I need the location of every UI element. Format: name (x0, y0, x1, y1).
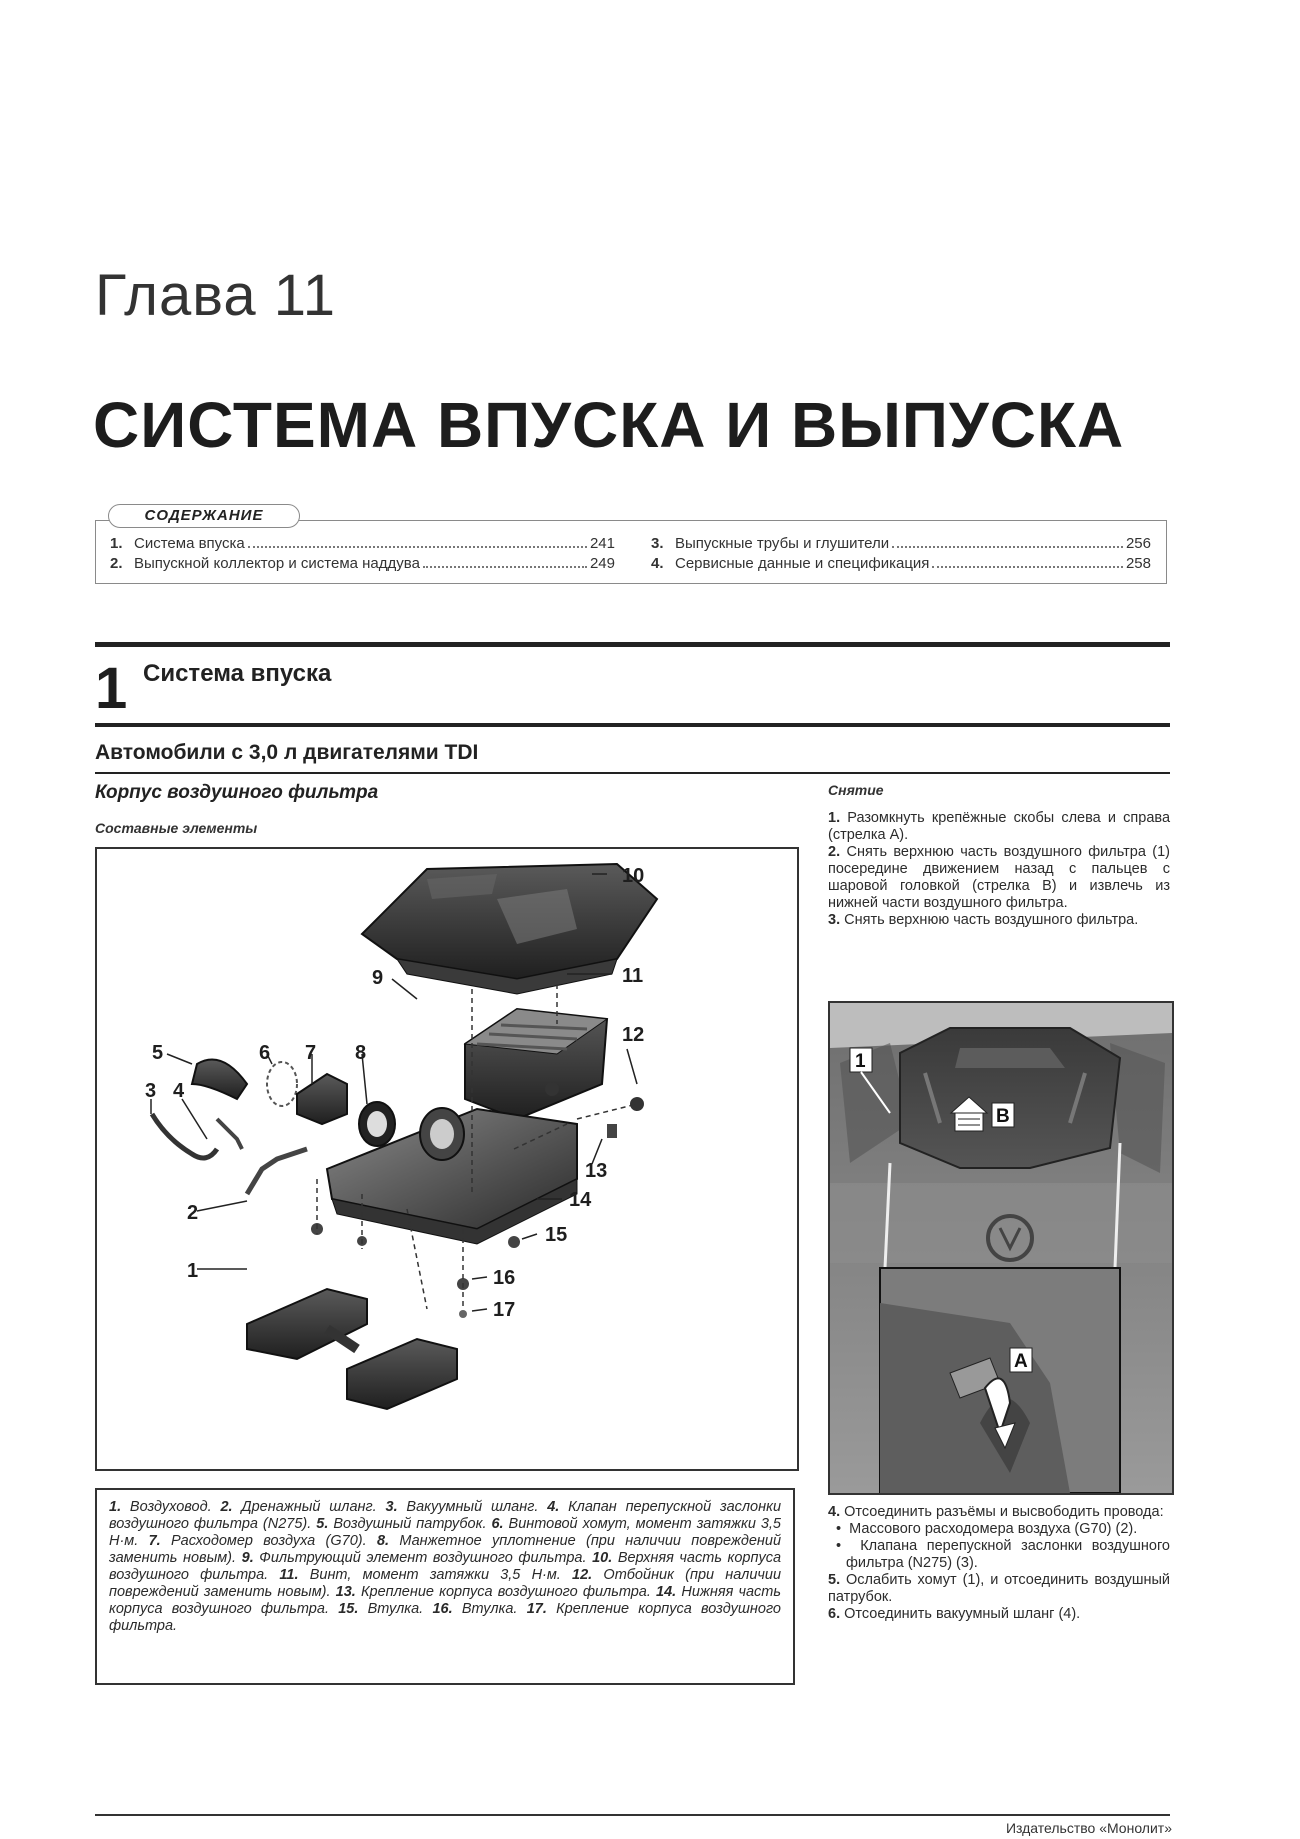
photo-label-b: B (996, 1106, 1010, 1127)
callout-15: 15 (545, 1224, 568, 1246)
engine-bay-illustration (830, 1003, 1172, 1493)
toc-leader-dots (892, 546, 1123, 548)
callout-6: 6 (259, 1042, 271, 1064)
photo-label-a: A (1014, 1351, 1028, 1372)
toc-item[interactable] (651, 555, 1151, 575)
callout-7: 7 (305, 1042, 317, 1064)
caption-item: 5. Воздушный патрубок. (316, 1516, 487, 1532)
air-duct-shape (247, 1289, 457, 1409)
removal-step: 6. Отсоединить вакуумный шланг (4). (828, 1606, 1081, 1622)
components-heading: Составные элементы (95, 820, 258, 836)
table-of-contents (95, 520, 1167, 584)
caption-item: 4. Клапан перепускной заслонки воздушного фильтра (N275). (109, 1499, 782, 1532)
callout-12: 12 (622, 1024, 645, 1046)
callout-14: 14 (569, 1189, 592, 1211)
publisher-footer: Издательство «Монолит» (1005, 1820, 1172, 1836)
callout-2: 2 (187, 1202, 199, 1224)
callout-8: 8 (355, 1042, 367, 1064)
toc-item-text: Система впуска (134, 535, 245, 552)
exploded-view-figure (95, 847, 799, 1471)
toc-item[interactable] (651, 535, 1151, 555)
toc-leader-dots (248, 546, 587, 548)
section-rule-top (95, 642, 1170, 647)
removal-heading: Снятие (828, 782, 884, 798)
callout-9: 9 (372, 967, 384, 989)
caption-item: 10. Верхняя часть корпуса воздушного фильтра. (109, 1550, 782, 1583)
subsection-rule (95, 772, 1170, 774)
caption-item: 1. Воздуховод. (109, 1499, 212, 1515)
caption-item: 12. Отбойник (при наличии повреждений заменить новым). (109, 1567, 782, 1600)
callout-13: 13 (585, 1160, 608, 1182)
engine-bay-photo (828, 1001, 1174, 1495)
callout-11: 11 (622, 965, 644, 987)
caption-item: 7. Расходомер воздуха (G70). (148, 1533, 367, 1549)
section-number: 1 (95, 656, 128, 721)
toc-item[interactable] (110, 535, 615, 555)
removal-steps-bottom (828, 1504, 1170, 1623)
toc-item-number: 4. (651, 555, 664, 572)
toc-item-number: 3. (651, 535, 664, 552)
caption-item: 15. Втулка. (338, 1601, 424, 1617)
footer-rule (95, 1814, 1170, 1816)
toc-item[interactable] (110, 555, 615, 575)
callout-5: 5 (152, 1042, 164, 1064)
removal-step: 4. Отсоединить разъёмы и высвободить провода: (828, 1504, 1164, 1520)
toc-item-text: Выпускные трубы и глушители (675, 535, 890, 552)
callout-4: 4 (173, 1080, 185, 1102)
caption-item: 3. Вакуумный шланг. (385, 1499, 539, 1515)
toc-item-page: 256 (1125, 535, 1151, 552)
toc-item-number: 1. (110, 535, 123, 552)
removal-bullet: • Клапана перепускной заслонки воздушного фильтра (N275) (3). (836, 1538, 1170, 1571)
caption-item: 11. Винт, момент затяжки 3,5 Н·м. (279, 1567, 561, 1583)
caption-item: 17. Крепление корпуса воздушного фильтра. (109, 1601, 781, 1634)
toc-item-page: 241 (589, 535, 615, 552)
caption-item: 13. Крепление корпуса воздушного фильтра. (335, 1584, 651, 1600)
air-filter-diagram (97, 849, 797, 1469)
filter-element-shape (465, 1009, 607, 1119)
toc-leader-dots (423, 566, 587, 568)
callout-1: 1 (187, 1260, 199, 1282)
toc-item-page: 249 (589, 555, 615, 572)
toc-leader-dots (932, 566, 1123, 568)
caption-item: 14. Нижняя часть корпуса воздушного фильтра. (109, 1584, 782, 1617)
removal-steps-top (828, 810, 1170, 929)
chapter-label: Глава 11 (95, 263, 336, 328)
toc-item-text: Сервисные данные и спецификация (675, 555, 930, 572)
toc-item-number: 2. (110, 555, 123, 572)
photo-label-1: 1 (855, 1051, 866, 1072)
caption-item: 2. Дренажный шланг. (220, 1499, 377, 1515)
air-filter-heading: Корпус воздушного фильтра (95, 782, 379, 803)
toc-title: СОДЕРЖАНИЕ (108, 504, 300, 528)
removal-step: 1. Разомкнуть крепёжные скобы слева и справа (стрелка A). (828, 810, 1171, 843)
caption-item: 16. Втулка. (432, 1601, 518, 1617)
removal-bullet: • Массового расходомера воздуха (G70) (2). (836, 1521, 1138, 1537)
removal-step: 5. Ослабить хомут (1), и отсоединить воздушный патрубок. (828, 1572, 1171, 1605)
caption-item: 6. Винтовой хомут, момент затяжки 3,5 Н·м. (109, 1516, 782, 1549)
section-rule-bottom (95, 723, 1170, 727)
caption-item: 8. Манжетное уплотнение (при наличии повреждений заменить новым). (109, 1533, 782, 1566)
callout-16: 16 (493, 1267, 516, 1289)
removal-step: 3. Снять верхнюю часть воздушного фильтра. (828, 912, 1139, 928)
chapter-title: СИСТЕМА ВПУСКА И ВЫПУСКА (93, 389, 1125, 461)
callout-17: 17 (493, 1299, 516, 1321)
toc-item-page: 258 (1125, 555, 1151, 572)
caption-item: 9. Фильтрующий элемент воздушного фильтра. (241, 1550, 587, 1566)
callout-10: 10 (622, 865, 645, 887)
callout-3: 3 (145, 1080, 157, 1102)
figure-caption (95, 1488, 795, 1685)
removal-step: 2. Снять верхнюю часть воздушного фильтра (1) посередине движением назад с пальцев с шаровой головкой (стрелка B) и извлечь из нижней части воздушного фильтра. (828, 844, 1171, 911)
upper-housing-shape (362, 864, 657, 994)
section-title: Система впуска (143, 660, 332, 687)
subsection-title: Автомобили с 3,0 л двигателями TDI (95, 741, 479, 764)
toc-item-text: Выпускной коллектор и система наддува (134, 555, 420, 572)
